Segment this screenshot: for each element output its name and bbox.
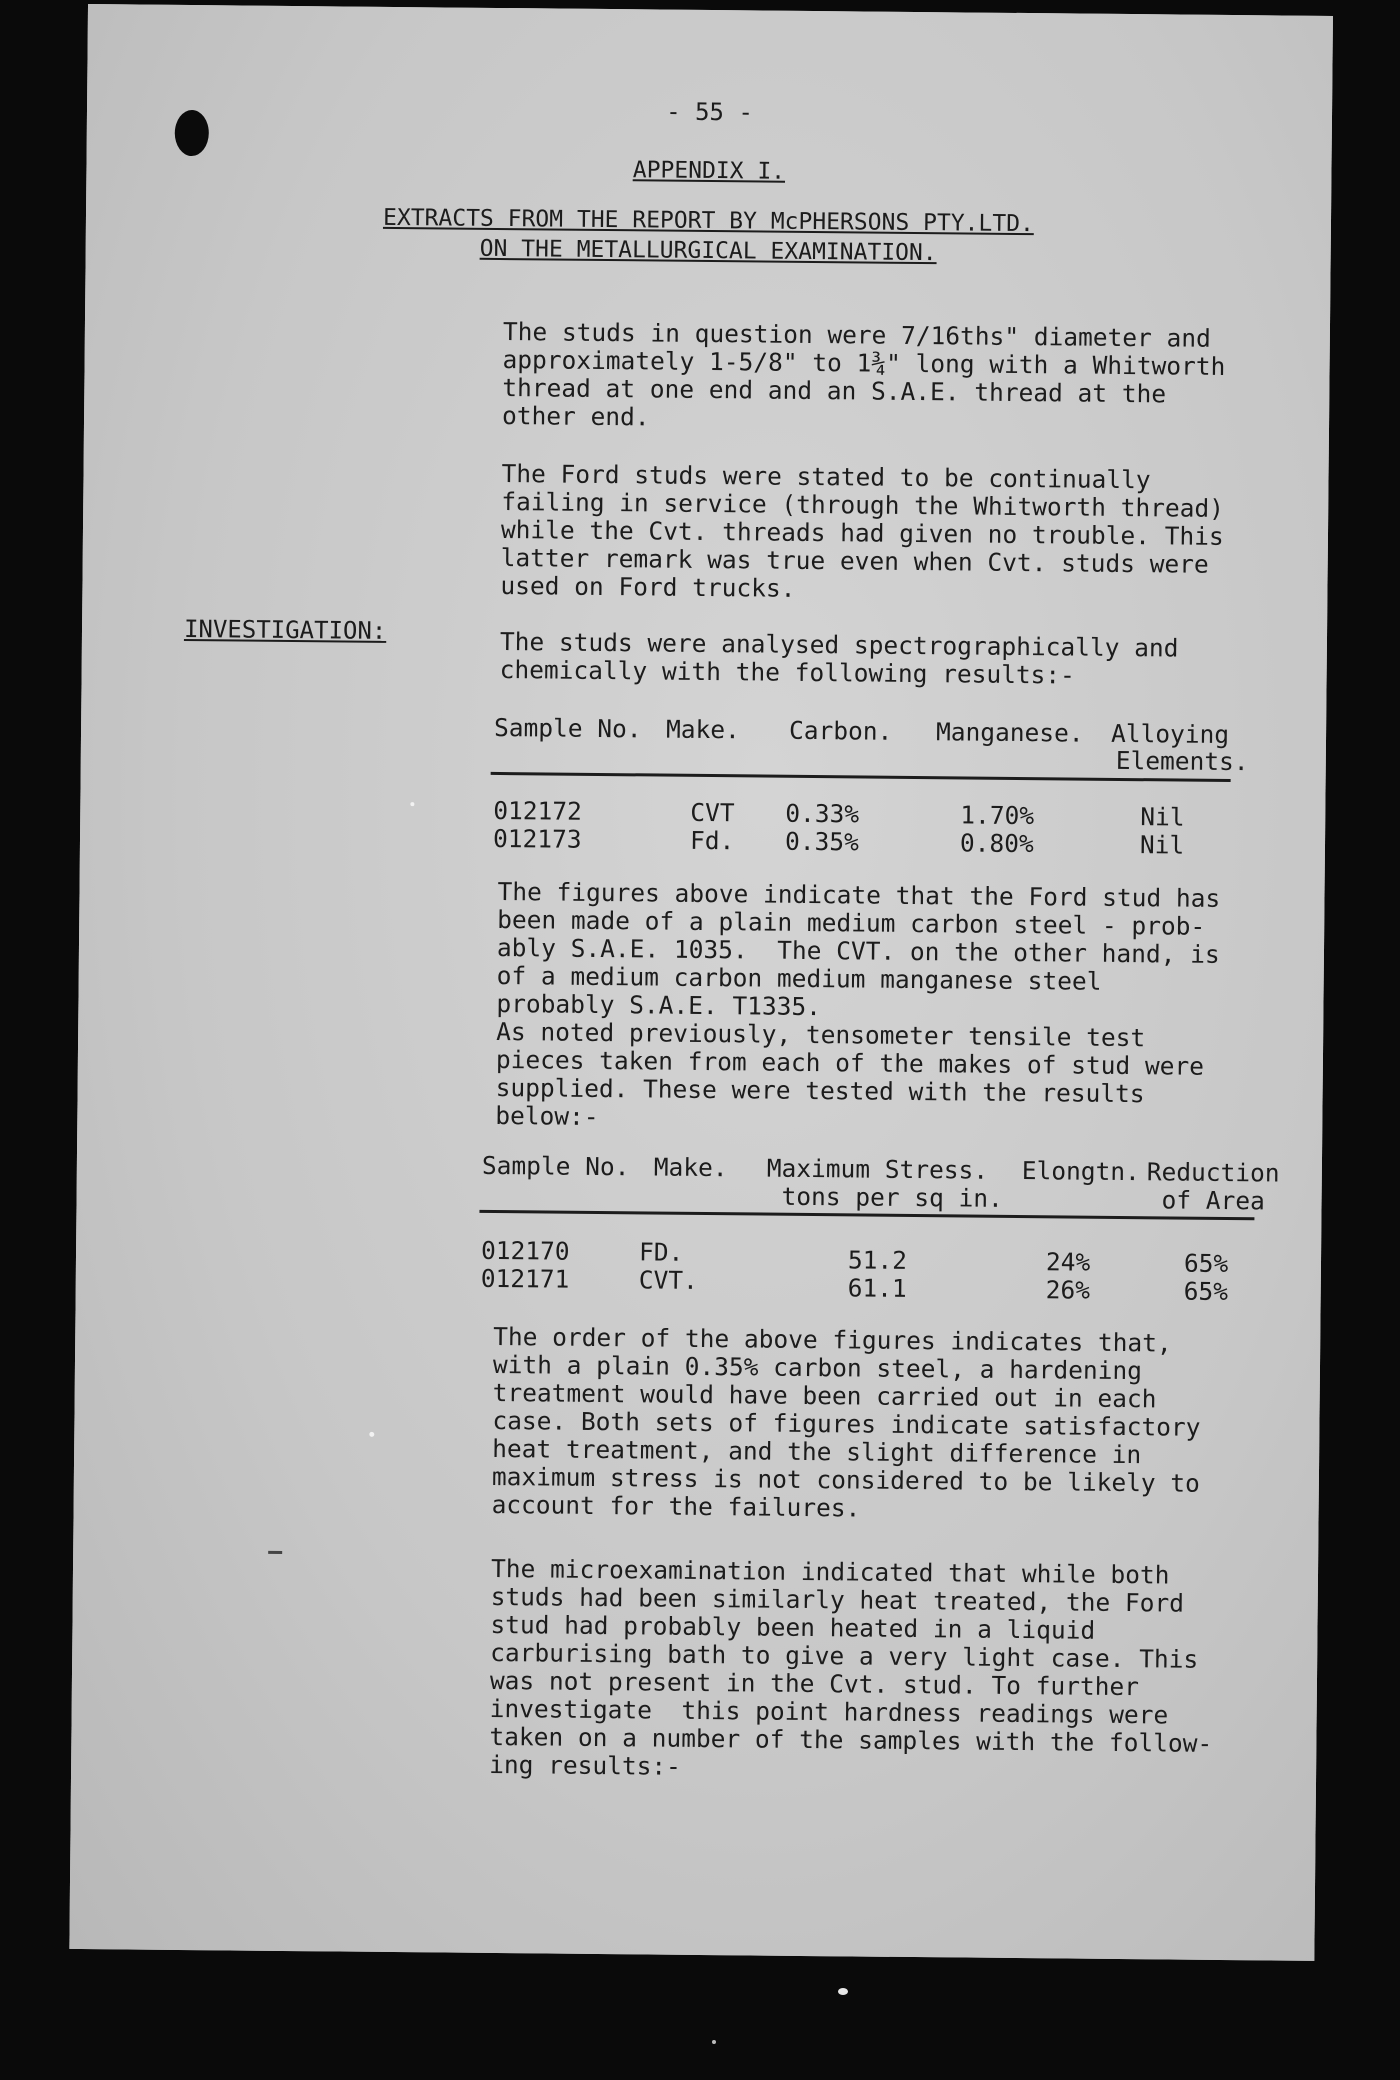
table1-cell-sample: 012173 [492,823,582,854]
table1-header-sample: Sample No. [493,712,642,744]
table2-cell-stress: 51.2 [847,1245,908,1275]
investigation-side-heading: INVESTIGATION: [183,614,387,645]
table2-cell-elongation: 26% [1045,1275,1091,1305]
table1-cell-alloy: Nil [1140,802,1185,832]
document-page [69,4,1333,1961]
film-speck [838,1988,848,1995]
table1-cell-make: CVT [690,797,735,828]
table2-cell-make: FD. [638,1237,684,1267]
report-heading-line2: ON THE METALLURGICAL EXAMINATION. [479,235,937,267]
paper-speck [369,1432,374,1437]
table2-cell-sample: 012170 [480,1235,570,1266]
table2-header-reduction: Reduction [1146,1157,1280,1188]
table2-cell-stress: 61.1 [847,1273,907,1303]
investigation-intro: The studs were analysed spectrographically and chemically with the following results:- [499,627,1179,690]
table1-header-elements: Elements. [1115,745,1249,777]
appendix-title: APPENDIX I. [632,157,786,185]
table2-cell-elongation: 24% [1045,1247,1091,1277]
table1-header-manganese: Manganese. [935,717,1084,748]
table2-cell-sample: 012171 [480,1263,570,1294]
intro-paragraph-failures: The Ford studs were stated to be continually failing in service (through the Whitworth thread) while the Cvt. threads had given no trouble. This latter remark was true even when Cvt. studs were used on Ford trucks. [500,459,1225,603]
table1-cell-manganese: 0.80% [959,828,1034,859]
table2-header-sample: Sample No. [481,1150,630,1182]
table1-cell-alloy: Nil [1139,830,1185,860]
film-speck [712,2040,716,2044]
table2-header-elongation: Elongtn. [1021,1156,1141,1187]
heat-treatment-paragraph: The order of the above figures indicates that, with a plain 0.35% carbon steel, a hardening treatment would have been carried out in each case. Both sets of figures indicate satisfactory heat treatment, and the slight difference in maximum stress is not considered to be likely to account for the failures. [491,1321,1201,1523]
table2-header-stress-units: tons per sq in. [781,1181,1004,1213]
paper-speck [410,802,414,806]
table1-cell-carbon: 0.35% [784,826,859,857]
table1-cell-sample: 012172 [493,795,582,826]
report-heading-line1: EXTRACTS FROM THE REPORT BY McPHERSONS PTY.LTD. [382,204,1034,238]
microexamination-paragraph: The microexamination indicated that while both studs had been similarly heat treated, the Ford stud had probably been heated in a liquid carburising bath to give a very light case. This was not present in the Cvt. stud. To further investigate this point hardness readings were taken on a number of the samples with the follow- ing results:- [489,1553,1213,1781]
table2-cell-reduction: 65% [1183,1248,1229,1279]
analysis-paragraph: The figures above indicate that the Ford stud has been made of a plain medium carbon steel - prob- ably S.A.E. 1035. The CVT. on the other hand, is of a medium carbon medium manganese steel probably S.A.E. T1335. As noted previously, tensometer tensile test pieces taken from each of the makes of stud were supplied. These were tested with the results below:- [495,876,1221,1131]
paper-mark [268,1551,282,1554]
table2-cell-reduction: 65% [1183,1276,1229,1307]
table1-header-carbon: Carbon. [788,715,893,746]
intro-paragraph-studs: The studs in question were 7/16ths" diameter and approximately 1-5/8" to 1¾" long with a Whitworth thread at one end and an S.A.E. thread at the other end. [501,317,1226,432]
table1-cell-manganese: 1.70% [960,800,1035,831]
table2-header-stress: Maximum Stress. [766,1153,989,1185]
table2-cell-make: CVT. [638,1265,698,1295]
table2-header-make: Make. [653,1152,728,1183]
table1-cell-carbon: 0.33% [785,798,860,829]
page-number: - 55 - [666,97,753,127]
table2-header-of-area: of Area [1161,1185,1265,1216]
table1-header-alloying: Alloying [1110,718,1230,750]
table1-header-make: Make. [665,714,740,745]
table1-cell-make: Fd. [689,825,735,856]
